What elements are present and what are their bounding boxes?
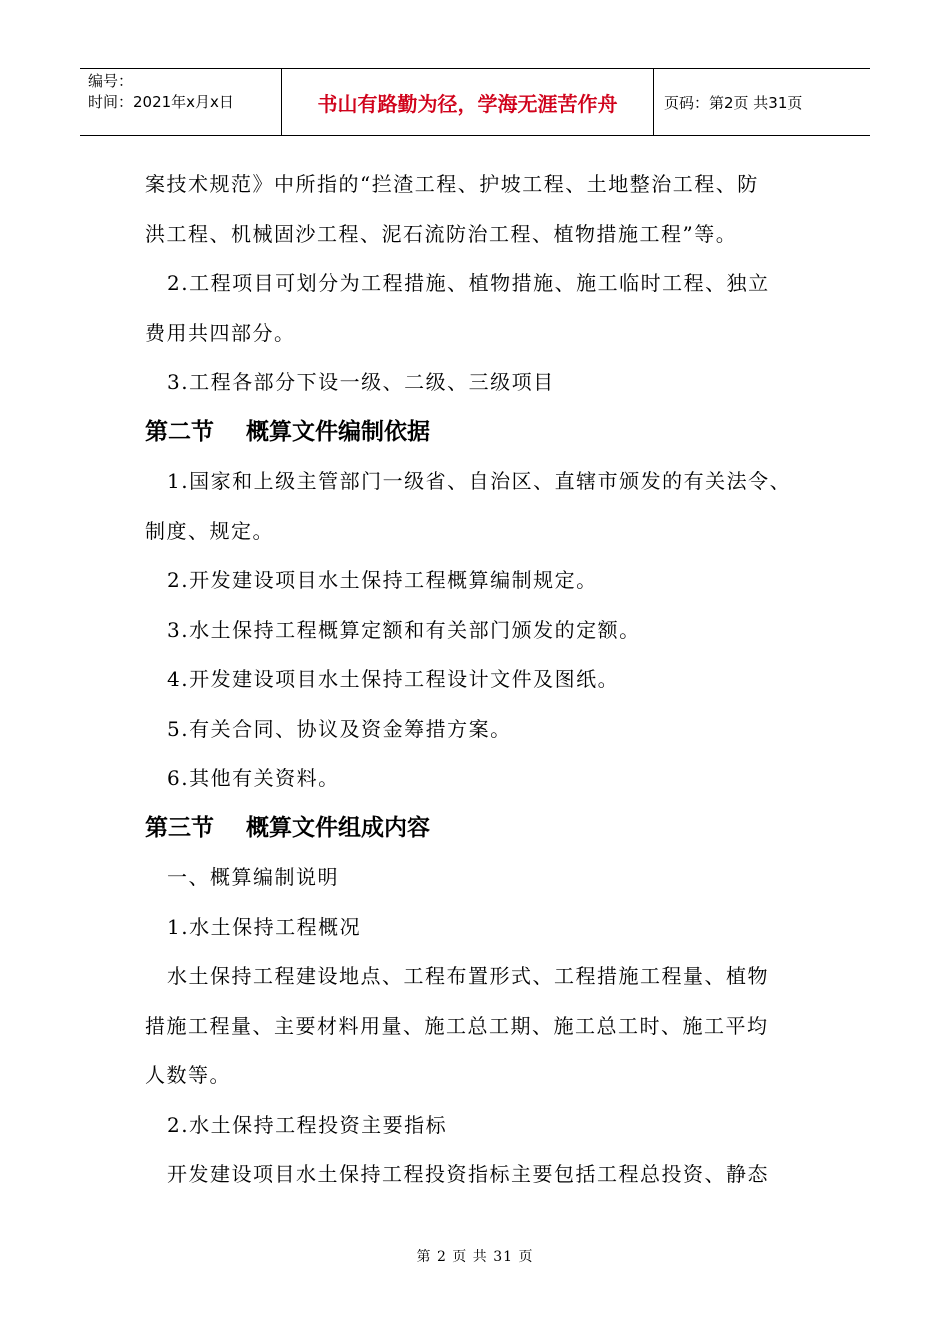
body-paragraph: 3.水土保持工程概算定额和有关部门颁发的定额。: [167, 617, 641, 642]
list-item: 2.水土保持工程投资主要指标: [167, 1112, 448, 1137]
body-paragraph: 2.工程项目可划分为工程措施、植物措施、施工临时工程、独立: [167, 271, 770, 295]
page-footer: 第 2 页 共 31 页: [416, 1249, 534, 1265]
document-body: [145, 160, 825, 1200]
body-paragraph: 开发建设项目水土保持工程投资指标主要包括工程总投资、静态: [167, 1162, 769, 1186]
header-page-label: 页码：第2页 共31页: [664, 93, 803, 112]
list-item: 1.水土保持工程概况: [167, 914, 362, 939]
body-paragraph: 制度、规定。: [145, 518, 274, 543]
body-paragraph: 3.工程各部分下设一级、二级、三级项目: [167, 370, 555, 394]
body-paragraph: 费用共四部分。: [145, 320, 296, 345]
subsection-heading: 一、概算编制说明: [167, 865, 339, 889]
header-motto: 书山有路勤为径，学海无涯苦作舟: [282, 69, 654, 135]
body-paragraph: 案技术规范》中所指的“拦渣工程、护坡工程、土地整治工程、防: [145, 172, 759, 196]
body-paragraph: 措施工程量、主要材料用量、施工总工期、施工总工时、施工平均: [145, 1013, 769, 1038]
body-paragraph: 4.开发建设项目水土保持工程设计文件及图纸。: [167, 667, 620, 691]
document-time-label: 时间：2021年x月x日: [88, 93, 234, 111]
body-paragraph: 水土保持工程建设地点、工程布置形式、工程措施工程量、植物: [167, 964, 769, 988]
body-paragraph: 5.有关合同、协议及资金筹措方案。: [167, 716, 512, 741]
body-paragraph: 洪工程、机械固沙工程、泥石流防治工程、植物措施工程”等。: [145, 221, 738, 246]
header-meta-cell: [80, 69, 282, 135]
body-paragraph: 6.其他有关资料。: [167, 766, 340, 790]
section-heading: 第二节 概算文件编制依据: [145, 418, 431, 445]
body-paragraph: 1.国家和上级主管部门一级省、自治区、直辖市颁发的有关法令、: [167, 469, 792, 493]
document-number-label: 编号：: [88, 72, 134, 90]
section-heading: 第三节 概算文件组成内容: [145, 814, 431, 841]
body-paragraph: 人数等。: [145, 1063, 231, 1087]
document-header-table: [80, 68, 870, 136]
body-paragraph: 2.开发建设项目水土保持工程概算编制规定。: [167, 568, 598, 592]
